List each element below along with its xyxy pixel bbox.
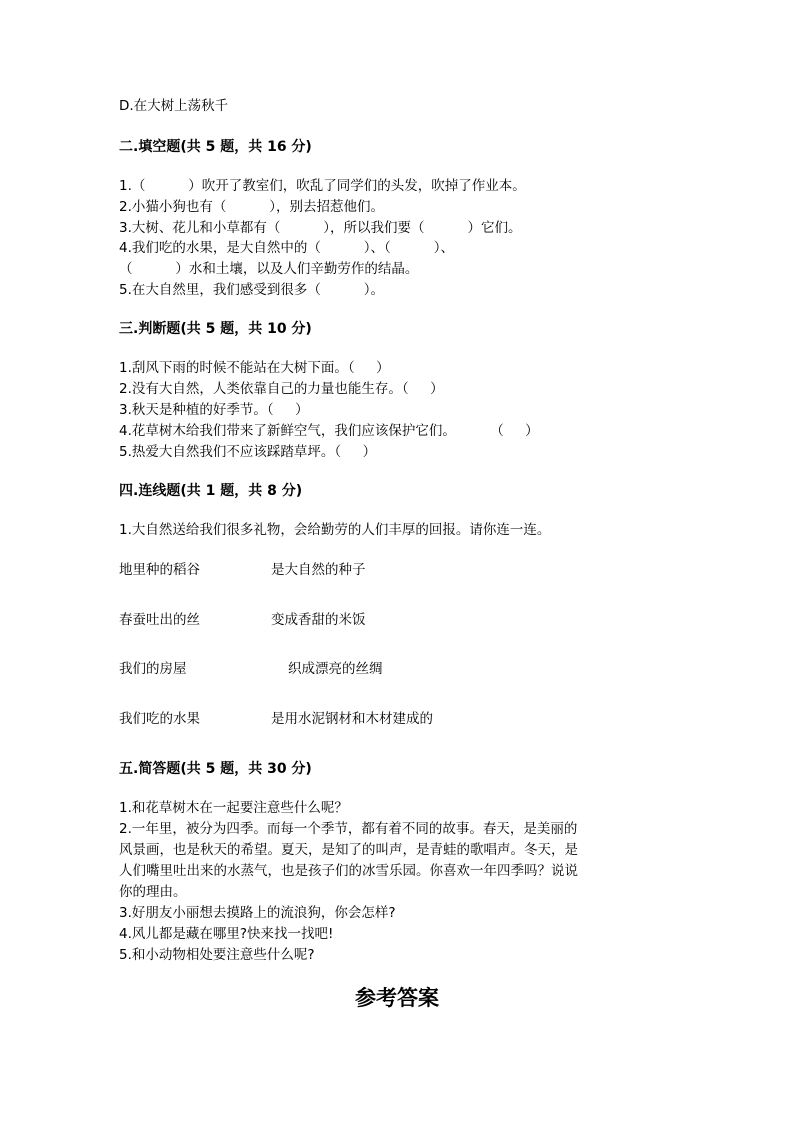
- short-question: 1.和花草树木在一起要注意些什么呢？: [119, 800, 348, 816]
- judge-question: 3.秋天是种植的好季节。（ ）: [119, 402, 309, 418]
- match-section-heading: 四.连线题(共 1 题，共 8 分): [119, 483, 303, 499]
- match-right-item: 织成漂亮的丝绸: [288, 661, 383, 677]
- short-question: 5.和小动物相处要注意些什么呢?: [119, 947, 315, 963]
- fill-question: 5.在大自然里，我们感受到很多（ ）。: [119, 282, 385, 298]
- match-left-item: 春蚕吐出的丝: [119, 612, 200, 628]
- short-question-continued: 你的理由。: [119, 884, 187, 900]
- top-option: D.在大树上荡秋千: [119, 98, 229, 114]
- fill-question: 4.我们吃的水果，是大自然中的（ ）、（ ）、: [119, 240, 454, 256]
- judge-question: 1.刮风下雨的时候不能站在大树下面。（ ）: [119, 360, 390, 376]
- judge-question: 2.没有大自然，人类依靠自己的力量也能生存。（ ）: [119, 381, 444, 397]
- match-left-item: 地里种的稻谷: [119, 562, 200, 578]
- judge-question: 5.热爱大自然我们不应该踩踏草坪。（ ）: [119, 444, 377, 460]
- fill-section-heading: 二.填空题(共 5 题，共 16 分): [119, 139, 312, 155]
- short-question: 3.好朋友小丽想去摸路上的流浪狗，你会怎样?: [119, 905, 396, 921]
- fill-question: 3.大树、花儿和小草都有（ ），所以我们要（ ）它们。: [119, 220, 522, 236]
- fill-question: 2.小猫小狗也有（ ），别去招惹他们。: [119, 199, 385, 215]
- judge-section-heading: 三.判断题(共 5 题，共 10 分): [119, 321, 312, 337]
- short-section-heading: 五.简答题(共 5 题，共 30 分): [119, 761, 312, 777]
- short-question-continued: 风景画，也是秋天的希望。夏天，是知了的叫声，是青蛙的歌唱声。冬天，是: [119, 842, 578, 858]
- short-question: 2.一年里，被分为四季。而每一个季节，都有着不同的故事。春天，是美丽的: [119, 821, 578, 837]
- match-right-item: 是大自然的种子: [271, 562, 366, 578]
- match-left-item: 我们的房屋: [119, 661, 187, 677]
- match-prompt: 1.大自然送给我们很多礼物，会给勤劳的人们丰厚的回报。请你连一连。: [119, 522, 551, 538]
- fill-question: 1.（ ）吹开了教室们，吹乱了同学们的头发，吹掉了作业本。: [119, 178, 526, 194]
- fill-question-continued: （ ）水和土壤，以及人们辛勤劳作的结晶。: [119, 261, 419, 277]
- answer-key-title: 参考答案: [355, 985, 439, 1010]
- match-right-item: 变成香甜的米饭: [271, 612, 366, 628]
- match-left-item: 我们吃的水果: [119, 711, 200, 727]
- judge-question: 4.花草树木给我们带来了新鲜空气，我们应该保护它们。 （ ）: [119, 423, 539, 439]
- short-question-continued: 人们嘴里吐出来的水蒸气，也是孩子们的冰雪乐园。你喜欢一年四季吗？说说: [119, 863, 578, 879]
- short-question: 4.风儿都是藏在哪里?快来找一找吧!: [119, 926, 334, 942]
- match-right-item: 是用水泥钢材和木材建成的: [271, 711, 433, 727]
